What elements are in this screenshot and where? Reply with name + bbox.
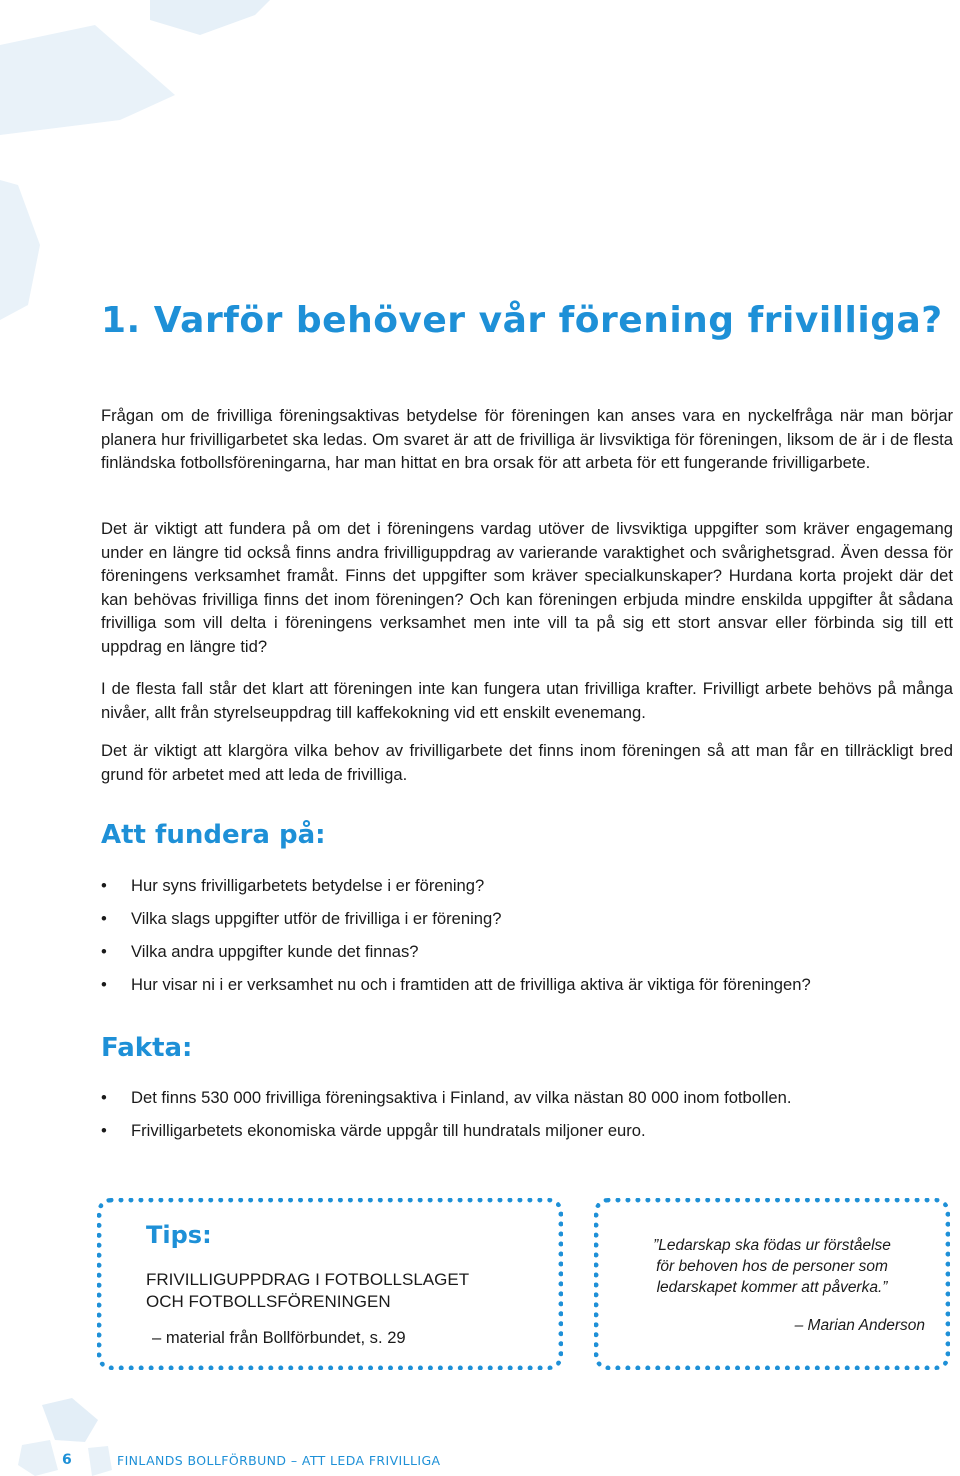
tips-source: – material från Bollförbundet, s. 29 (152, 1328, 406, 1347)
bullet: • (101, 1121, 107, 1140)
deco-shape-top-left (0, 25, 175, 135)
bullet: • (101, 909, 107, 928)
tips-title-line-1: FRIVILLIGUPPDRAG I FOTBOLLSLAGET (146, 1270, 470, 1289)
deco-shape-footer-1 (42, 1398, 98, 1442)
clarify-paragraph: Det är viktigt att klargöra vilka behov av frivilligarbete det finns inom föreningen så att man får en tillräckligt bred grund för arbetet med att leda de frivilliga. (101, 741, 953, 784)
intro-paragraph: Frågan om de frivilliga föreningsaktivas betydelse för föreningen kan anses vara en nyckelfråga när man börjar planera hur frivilligarbetet ska ledas. Om svaret är att de frivilliga är livsviktiga för föreningen, liksom de är i de flesta finländska fotbollsföreningarna, har man hittat en bra orsak för att arbeta för ett fungerande frivilligarbete. (101, 406, 953, 472)
list-item: • Vilka slags uppgifter utför de frivilliga i er förening? (101, 909, 502, 928)
bullet: • (101, 942, 107, 961)
footer-text: FINLANDS BOLLFÖRBUND – ATT LEDA FRIVILLIGA (117, 1453, 441, 1468)
quote-text (609, 1235, 935, 1298)
deco-shape-top (150, 0, 270, 35)
list-item: • Frivilligarbetets ekonomiska värde uppgår till hundratals miljoner euro. (101, 1121, 646, 1140)
page-number: 6 (62, 1452, 72, 1468)
tips-title-line-2: OCH FOTBOLLSFÖRENINGEN (146, 1292, 391, 1311)
list-item: • Vilka andra uppgifter kunde det finnas? (101, 942, 419, 961)
quote-box (594, 1198, 950, 1370)
deco-shape-footer-3 (88, 1446, 112, 1476)
fakta-heading: Fakta: (101, 1033, 193, 1063)
quote-line-3: ledarskapet kommer att påverka.” (656, 1279, 888, 1296)
deco-shape-footer-2 (18, 1440, 58, 1476)
list-item: • Hur syns frivilligarbetets betydelse i er förening? (101, 876, 485, 895)
tasks-paragraph: Det är viktigt att fundera på om det i föreningens vardag utöver de livsviktiga uppgifter som kräver engagemang under en längre tid också finns andra frivilliguppdrag av varierande varaktighet och svårighetsgrad. Även dessa för föreningens verksamhet framåt. Finns det uppgifter som kräver specialkunskaper? Hurdana korta projekt där det kan behövas frivilliga finns det inom föreningen? Och kan föreningen erbjuda mindre enskilda uppgifter åt sådana frivilliga som vill delta i föreningens verksamhet men inte vill ta på sig ett stort ansvar eller förbinda sig till ett uppdrag en längre tid? (101, 519, 953, 656)
page-title: 1. Varför behöver vår förening frivilliga? (101, 300, 943, 341)
bullet: • (101, 975, 107, 994)
quote-line-2: för behoven hos de personer som (656, 1258, 888, 1275)
list-item: • Hur visar ni i er verksamhet nu och i framtiden att de frivilliga aktiva är viktiga för föreningen? (101, 975, 811, 994)
fundera-list (101, 875, 953, 1007)
fundera-heading: Att fundera på: (101, 820, 326, 850)
tips-title (146, 1269, 546, 1313)
tips-heading: Tips: (146, 1221, 212, 1249)
deco-shape-left (0, 180, 40, 320)
quote-line-1: ”Ledarskap ska födas ur förståelse (653, 1237, 891, 1254)
bullet: • (101, 1088, 107, 1107)
tips-box (97, 1198, 563, 1370)
needs-paragraph: I de flesta fall står det klart att föreningen inte kan fungera utan frivilliga krafter. Frivilligt arbete behövs på många nivåer, allt från styrelseuppdrag till kaffekokning vid ett enskilt evenemang. (101, 679, 953, 722)
quote-author: – Marian Anderson (794, 1317, 925, 1334)
bullet: • (101, 876, 107, 895)
list-item: • Det finns 530 000 frivilliga föreningsaktiva i Finland, av vilka nästan 80 000 inom fotbollen. (101, 1088, 792, 1107)
fakta-list (101, 1087, 953, 1153)
